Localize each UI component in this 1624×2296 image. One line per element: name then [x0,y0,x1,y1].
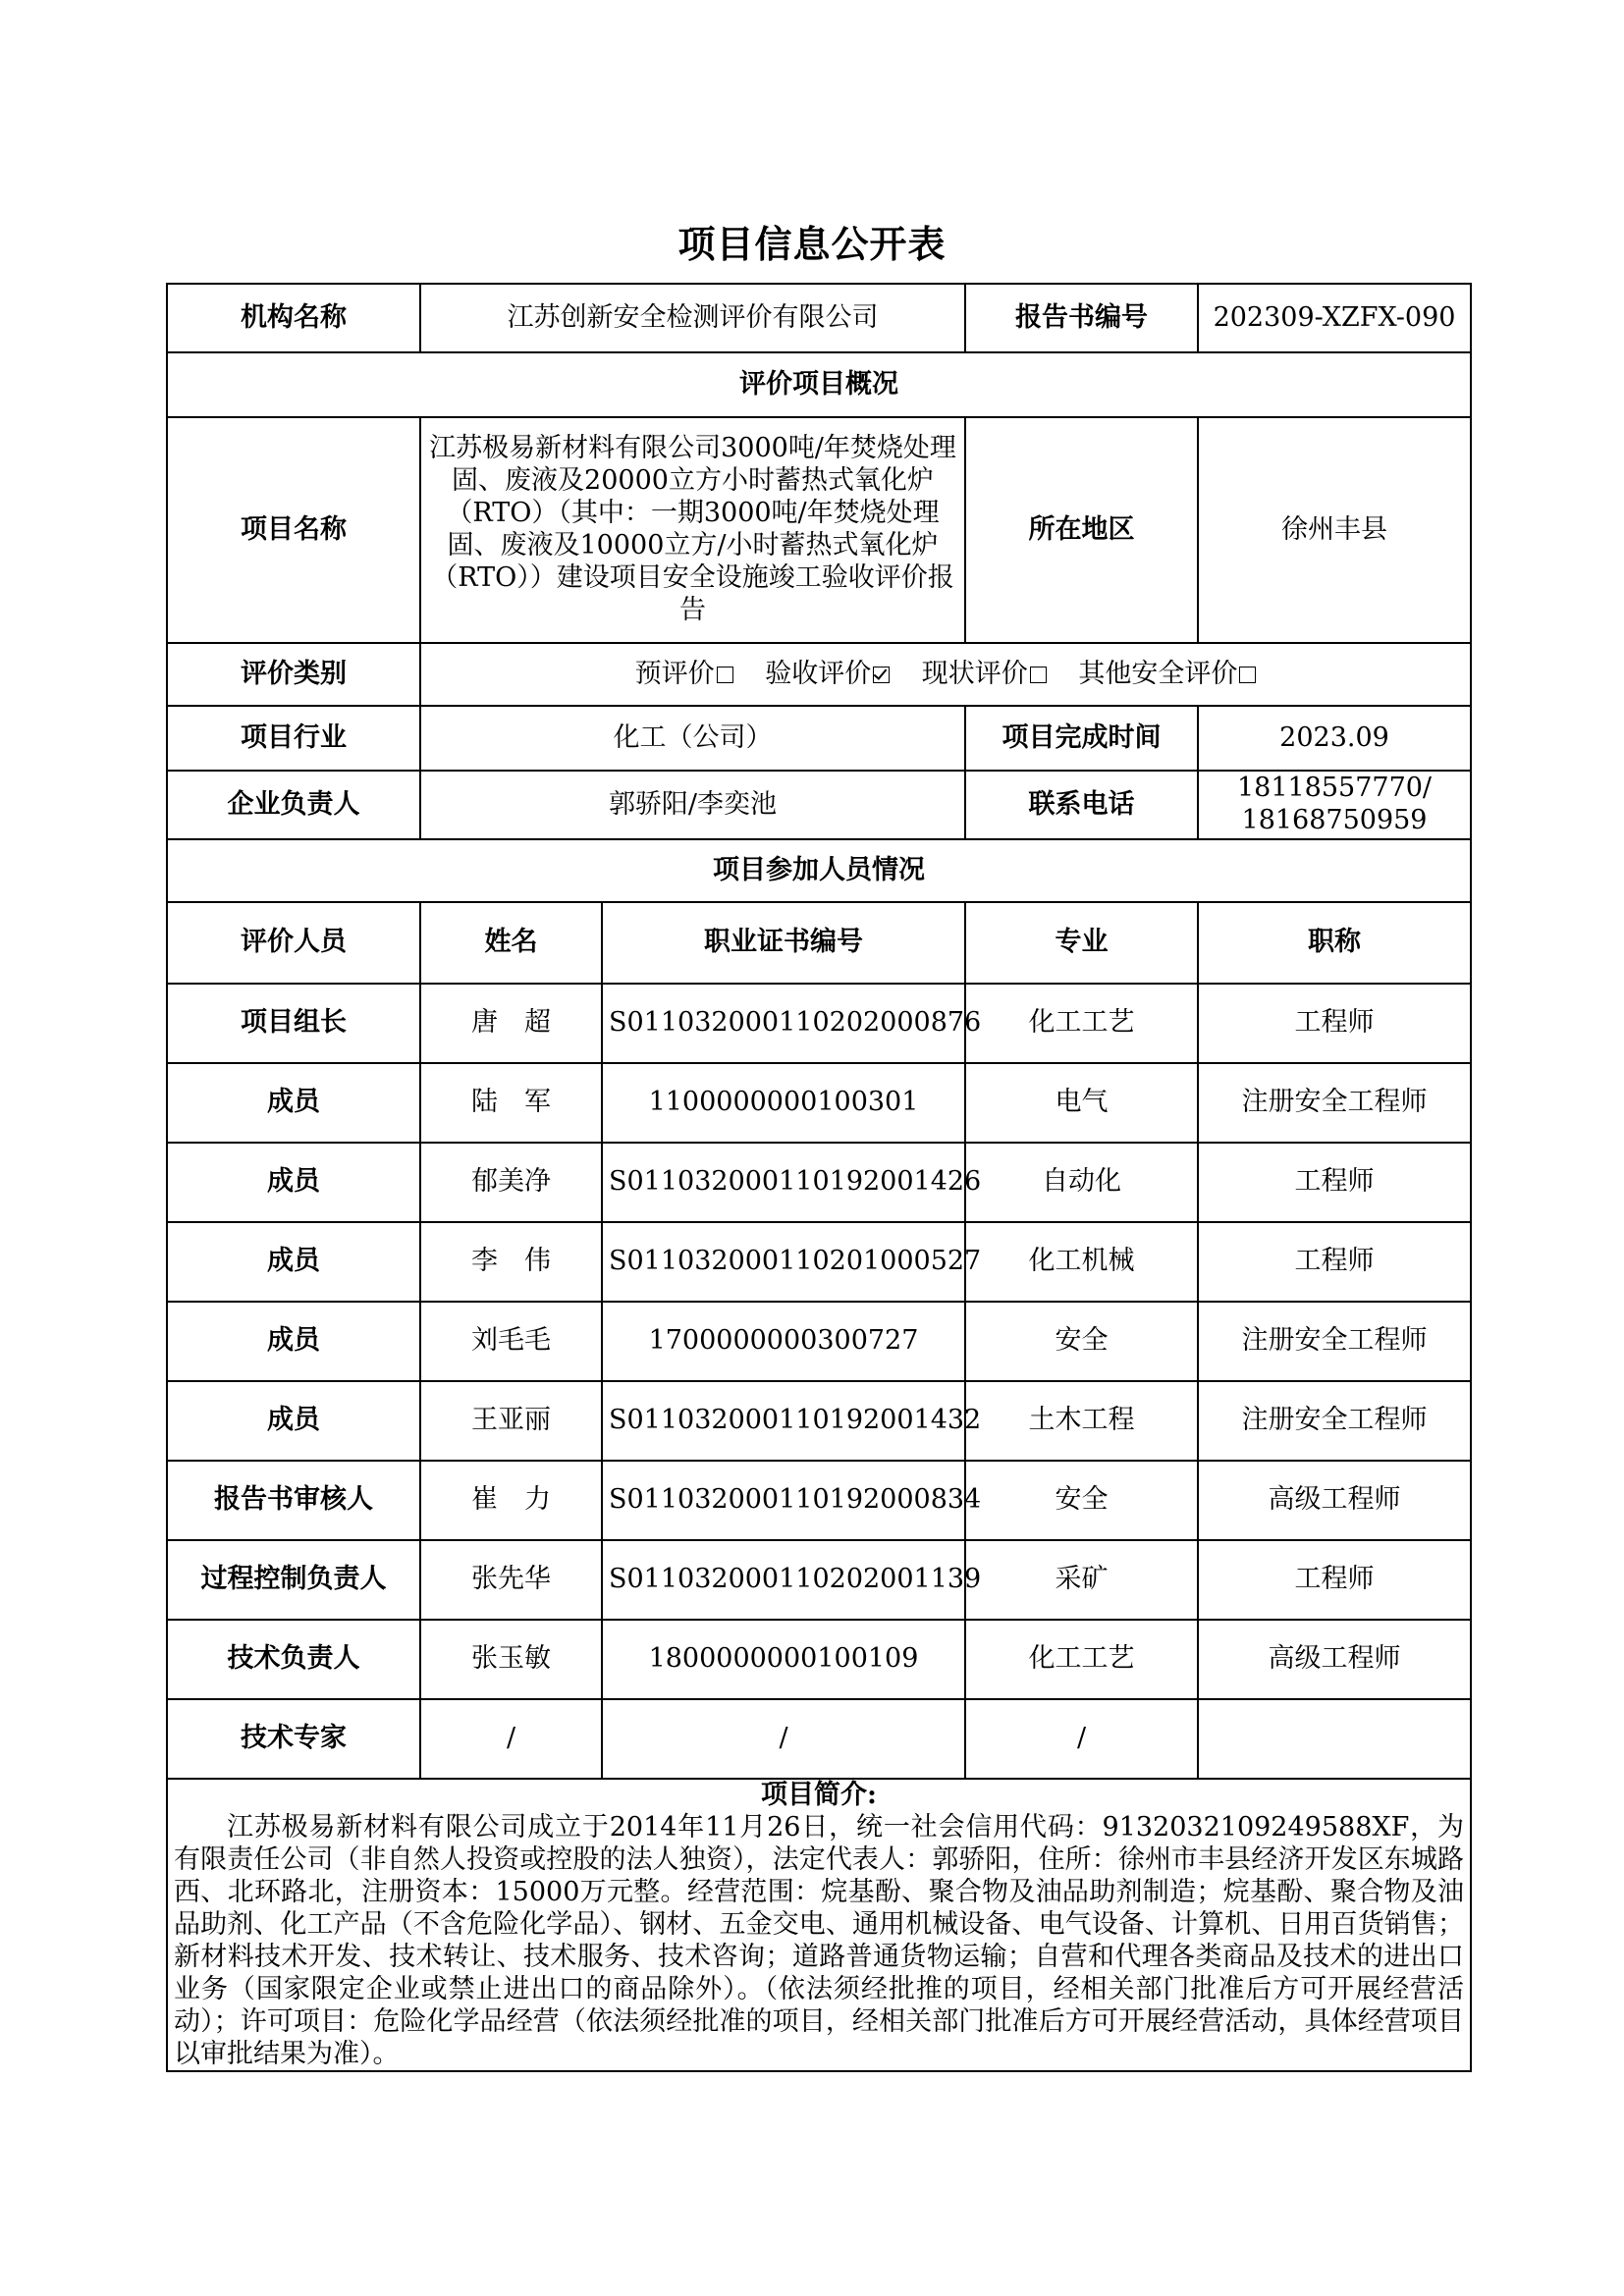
manager-row [167,771,1471,839]
category-option-pre[interactable]: 预评价 [635,659,733,691]
completion: 2023.09 [1198,706,1471,771]
header-role: 评价人员 [167,902,420,984]
phone: 18118557770/ 18168750959 [1198,771,1471,839]
table-row: 过程控制负责人 张先华 S011032000110202001139 采矿 工程师 [167,1540,1471,1620]
table-row: 技术专家 / / / [167,1699,1471,1779]
header-cert: 职业证书编号 [602,902,965,984]
header-name: 姓名 [420,902,602,984]
category-option-status[interactable]: 现状评价 [922,659,1047,691]
info-table [166,283,1472,2072]
intro-row [167,1779,1471,2071]
staff-section-title: 项目参加人员情况 [167,839,1471,902]
org-name: 江苏创新安全检测评价有限公司 [420,284,965,352]
category-row [167,643,1471,706]
table-row: 成员 王亚丽 S011032000110192001432 土木工程 注册安全工程师 [167,1381,1471,1461]
category-option-other[interactable]: 其他安全评价 [1078,659,1256,691]
region: 徐州丰县 [1198,417,1471,643]
category-option-acceptance[interactable]: 验收评价 [765,659,890,691]
manager-label: 企业负责人 [167,771,420,839]
checkbox-acceptance[interactable] [873,667,890,683]
category-options [420,643,1471,706]
project-name-label: 项目名称 [167,417,420,643]
report-no-label: 报告书编号 [965,284,1198,352]
intro-text: 江苏极易新材料有限公司成立于2014年11月26日，统一社会信用代码：9132032109249588XF，为有限责任公司（非自然人投资或控股的法人独资），法定代表人：郭骄阳，住所：徐州市丰县经济开发区东城路西、北环路北，注册资本：15000万元整。经营范围：烷基酚、聚合物及油品助剂制造；烷基酚、聚合物及油品助剂、化工产品（不含危险化学品）、钢材、五金交电、通用机械设备、电气设备、计算机、日用百货销售；新材料技术开发、技术转让、技术服务、技术咨询；道路普通货物运输；自营和代理各类商品及技术的进出口业务（国家限定企业或禁止进出口的商品除外）。（依法须经批推的项目，经相关部门批准后方可开展经营活动）；许可项目：危险化学品经营（依法须经批准的项目，经相关部门批准后方可开展经营活动，具体经营项目以审批结果为准）。 [174,1811,1464,2069]
industry-row [167,706,1471,771]
table-row: 报告书审核人 崔 力 S011032000110192000834 安全 高级工程师 [167,1461,1471,1540]
region-label: 所在地区 [965,417,1198,643]
table-row: 成员 刘毛毛 1700000000300727 安全 注册安全工程师 [167,1302,1471,1381]
project-name: 江苏极易新材料有限公司3000吨/年焚烧处理固、废液及20000立方小时蓄热式氧化炉（RTO）（其中：一期3000吨/年焚烧处理固、废液及10000立方/小时蓄热式氧化炉（RTO））建设项目安全设施竣工验收评价报告 [420,417,965,643]
report-no: 202309-XZFX-090 [1198,284,1471,352]
checkbox-status[interactable] [1030,667,1047,683]
table-row: 成员 陆 军 1100000000100301 电气 注册安全工程师 [167,1063,1471,1143]
intro-cell [167,1779,1471,2071]
industry-label: 项目行业 [167,706,420,771]
project-name-row [167,417,1471,643]
table-row: 项目组长 唐 超 S011032000110202000876 化工工艺 工程师 [167,984,1471,1063]
intro-label: 项目简介: [761,1780,877,1810]
checkbox-pre[interactable] [717,667,733,683]
org-name-label: 机构名称 [167,284,420,352]
industry: 化工（公司） [420,706,965,771]
category-label: 评价类别 [167,643,420,706]
manager: 郭骄阳/李奕池 [420,771,965,839]
header-title: 职称 [1198,902,1471,984]
completion-label: 项目完成时间 [965,706,1198,771]
phone-label: 联系电话 [965,771,1198,839]
table-row: 技术负责人 张玉敏 1800000000100109 化工工艺 高级工程师 [167,1620,1471,1699]
table-row: 成员 李 伟 S011032000110201000527 化工机械 工程师 [167,1222,1471,1302]
table-row: 成员 郁美净 S011032000110192001426 自动化 工程师 [167,1143,1471,1222]
org-row [167,284,1471,352]
checkbox-other[interactable] [1239,667,1256,683]
page-title: 项目信息公开表 [677,222,947,266]
overview-section-title: 评价项目概况 [167,352,1471,417]
header-major: 专业 [965,902,1198,984]
staff-header-row [167,902,1471,984]
